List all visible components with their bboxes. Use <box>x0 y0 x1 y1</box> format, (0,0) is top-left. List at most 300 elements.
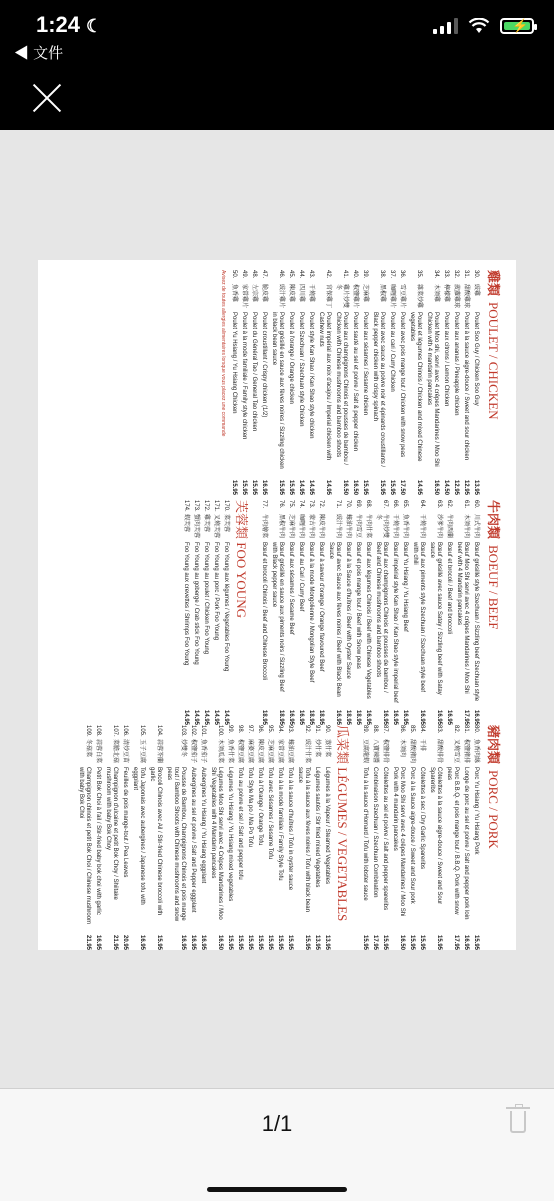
item-number: 85. <box>409 725 415 734</box>
menu-item-row <box>209 725 223 950</box>
menu-item-row <box>240 270 247 495</box>
item-description: Poulet Moo shi, servi avec 4 crêpes Mandarines / Moo Shi Chicken with 4 mandarin pancakes <box>426 312 439 467</box>
item-chinese-name: 蒙古牛肉 <box>308 514 314 539</box>
item-number: 170. <box>223 500 229 512</box>
item-number: 36. <box>399 270 405 279</box>
item-number: 173. <box>193 500 199 512</box>
status-time: 1:24 ☾ <box>36 12 103 37</box>
item-description: Pousse de Bambou, Champignons Chinois et pois mange tout / Bamboo Shoots with Chinese mushrooms and snow peas <box>166 767 186 922</box>
item-description: Bœuf à saveur d'orange / Orange flavoured Beef <box>318 542 324 672</box>
item-chinese-name: 家常雞片 <box>241 284 247 309</box>
menu-item-row <box>260 270 267 495</box>
item-price: 12.95 <box>463 479 469 495</box>
item-price: 16.95 <box>473 709 479 725</box>
item-price: 15.95 <box>267 934 273 950</box>
item-number: 77. <box>261 500 267 509</box>
item-number: 75. <box>288 500 294 509</box>
menu-item-row <box>364 500 371 725</box>
item-description: Côtelettes à sec / Dry Garlic Spareribs <box>419 767 425 870</box>
item-chinese-name: 芝麻牛肉 <box>288 514 294 539</box>
item-chinese-name: 牛肉西蘭 <box>446 514 452 539</box>
item-price: 15.95 <box>257 934 263 950</box>
menu-item-row <box>276 725 283 950</box>
menu-item-row <box>202 500 209 725</box>
menu-column-beef <box>179 500 506 725</box>
menu-item-row <box>260 500 267 725</box>
item-price: 14.95 <box>183 709 189 725</box>
item-number: 86. <box>399 725 405 734</box>
item-price: 17.95 <box>463 709 469 725</box>
item-number: 69. <box>355 500 361 509</box>
item-chinese-name: 檸檬雞 <box>443 284 449 303</box>
item-chinese-name: 豉汁牛肉 <box>335 514 341 539</box>
item-description: Poulet et légumes Chinois / Chicken and mixed Chinese vegetables <box>409 312 422 462</box>
item-price: 14.95 <box>193 709 199 725</box>
item-chinese-name: 蟹肉芙蓉 <box>193 514 199 539</box>
menu-item-row <box>472 270 479 495</box>
item-price: 21.95 <box>112 934 118 950</box>
item-price: 16.95 <box>261 479 267 495</box>
item-number: 60. <box>473 500 479 509</box>
menu-item-row <box>462 270 469 495</box>
page-indicator: 1/1 <box>261 1111 293 1136</box>
item-number: 32. <box>453 270 459 279</box>
item-number: 88. <box>372 725 378 734</box>
item-chinese-name: 椒鹽豬排 <box>463 739 469 764</box>
menu-item-row <box>287 500 294 725</box>
menu-item-row <box>131 725 145 950</box>
item-chinese-name: 芝麻豆腐 <box>267 739 273 764</box>
item-price: 16.50 <box>433 479 439 495</box>
item-price: 13.95 <box>314 934 320 950</box>
item-price: 15.95 <box>409 934 415 950</box>
item-price: 12.95 <box>453 479 459 495</box>
menu-column-chicken <box>220 270 506 495</box>
item-price: 20.95 <box>122 934 128 950</box>
menu-item-row <box>297 500 304 725</box>
item-number: 61. <box>463 500 469 509</box>
item-description: Poulet à la sauce aigre-douce / Sweet and sour chicken <box>463 312 469 461</box>
item-price: 16.95 <box>446 709 452 725</box>
item-chinese-name: 豆腐龍蝦 <box>362 739 368 764</box>
item-number: 43. <box>308 270 314 279</box>
item-price: 13.95 <box>324 934 330 950</box>
menu-item-row <box>226 725 233 950</box>
item-chinese-name: 芝麻雞 <box>362 284 368 303</box>
item-price: 14.95 <box>416 479 422 495</box>
item-price: 14.95 <box>223 709 229 725</box>
menu-item-row <box>317 270 331 495</box>
item-description: Poulet Yu Hsiang / Yu Hsiang Chicken <box>231 312 237 414</box>
item-description: Légumes Moo Shi servi avec 4 Crêpes Mandarines / Moo Shi Vegetables with 4 Mandarin pancakes <box>210 767 223 920</box>
item-number: 98. <box>237 725 243 734</box>
menu-item-row <box>455 500 469 725</box>
item-price: 17.95 <box>453 934 459 950</box>
menu-item-row <box>411 500 425 725</box>
item-description: Poulet à la mode familiale / Family style chicken <box>241 312 247 440</box>
item-number: 84. <box>419 725 425 734</box>
item-chinese-name: 黑椒雞 <box>379 284 385 303</box>
item-description: Bœuf impérial style Kan Shao / Kan Shao style imperial beef <box>392 542 398 703</box>
item-description: Foo Young au poulet / Chicken Foo Young <box>203 542 209 655</box>
item-number: 73. <box>308 500 314 509</box>
item-chinese-name: 咖喱牛肉 <box>298 514 304 539</box>
item-number: 49. <box>241 270 247 279</box>
menu-item-row <box>442 270 449 495</box>
item-chinese-name: 蠔油牛肉 <box>345 514 351 539</box>
item-description: Tofu à la sauce d'Homard / Tofu with lobster sauce <box>362 767 368 901</box>
menu-item-row <box>182 500 189 725</box>
item-number: 30. <box>473 270 479 279</box>
item-description: Bœuf au Cari / Curry Beef <box>298 542 304 612</box>
item-price: 15.95 <box>473 934 479 950</box>
menu-item-row <box>425 270 439 495</box>
item-number: 103. <box>180 725 186 737</box>
item-description: Poulet aux citrons / Lemon Chicken <box>443 312 449 407</box>
menu-item-row <box>192 500 199 725</box>
item-price: 14.95 <box>213 709 219 725</box>
item-price: 15.95 <box>231 479 237 495</box>
menu-item-row <box>334 270 348 495</box>
section-heading-title: PORC / PORK <box>486 770 501 849</box>
item-chinese-name: 麻婆豆腐 <box>247 739 253 764</box>
item-chinese-name: 雞片炒雙冬 <box>335 284 348 309</box>
item-description: Porc Yu Hsiang / Yu Hsiang Pork <box>473 767 479 855</box>
item-description: Tofu Style Ma po / Ma Po Tofu <box>247 767 253 847</box>
item-price: 16.95 <box>382 709 388 725</box>
item-number: 70. <box>345 500 351 509</box>
item-number: 71. <box>335 500 341 509</box>
item-number: 82. <box>453 725 459 734</box>
item-chinese-name: 清炒豆苗 <box>122 739 128 764</box>
item-number: 105. <box>139 725 145 737</box>
close-icon[interactable] <box>28 80 64 116</box>
menu-item-row <box>270 270 284 495</box>
subsection-heading-title: LÉGUMES / VEGETABLES <box>335 767 350 922</box>
item-description: Bœuf et pois mange tout / Beef with Snow peas <box>355 542 361 669</box>
item-chinese-name: 冬菇菜 <box>85 739 91 758</box>
item-description: Foo Young au porc / Pork Foo Young <box>213 542 219 641</box>
item-description: Porc Moo Shi servi avec 4 crêpes Mandarines / Moo Shi Pork with 4 mandarin pancakes <box>392 767 405 917</box>
item-description: Bœuf Moo Shi servi avec 4 crêpes Mandarines / Moo Shi beef with 4 Mandarin pancakes <box>456 542 469 694</box>
menu-item-row <box>344 500 351 725</box>
menu-item-row <box>361 270 368 495</box>
item-description: Bœuf aux sésames / Sesame Beef <box>288 542 294 635</box>
item-chinese-name: 炒什菜 <box>314 739 320 758</box>
item-price: 14.50 <box>443 479 449 495</box>
item-description: Bœuf grésillé style Szechuan / Sizzling beef Szechuan style <box>473 542 479 702</box>
item-number: 100. <box>217 725 223 737</box>
top-bar <box>0 0 554 130</box>
item-price: 15.95 <box>287 934 293 950</box>
item-number: 44. <box>298 270 304 279</box>
item-number: 66. <box>392 500 398 509</box>
item-chinese-name: 左宗雞 <box>251 284 257 303</box>
item-price: 16.95 <box>463 934 469 950</box>
item-chinese-name: 蠔油豆腐 <box>287 739 293 764</box>
item-number: 37. <box>389 270 395 279</box>
menu-item-row <box>391 725 405 950</box>
menu-item-row <box>222 500 229 725</box>
item-chinese-name: 魚香肉絲 <box>473 739 479 764</box>
item-description: Porc B.B.Q. et pois mange tout / B.B.Q. Pork with snow peas <box>446 767 459 915</box>
item-chinese-name: 脆皮雞 <box>261 284 267 303</box>
menu-item-row <box>374 500 388 725</box>
item-description: Poulet impérial aux noix d'acajou / Imperial chicken with Cashew nuts <box>318 312 331 461</box>
menu-item-row <box>148 725 162 950</box>
menu-item-row <box>212 500 219 725</box>
item-description: Foo Young au goberge / Crab stick Foo Young <box>193 542 199 665</box>
menu-item-row <box>77 725 91 950</box>
item-description: Poulet au cari / Curry Chicken <box>389 312 395 392</box>
menu-item-row <box>189 725 196 950</box>
item-description: Bœuf Yu Hsiang / Yu Hsiang Beef <box>402 542 408 632</box>
item-description: Côtelettes au sel et poivre / Salt and pepper spareribs <box>382 767 388 911</box>
item-description: Poulet avec pois mange tout / Chicken with snow peas <box>399 312 405 458</box>
item-chinese-name: 木須牛肉 <box>463 514 469 539</box>
item-number: 47. <box>261 270 267 279</box>
menu-item-row <box>287 270 294 495</box>
item-price: 16.95 <box>200 934 206 950</box>
item-chinese-name: 宮保雞丁 <box>325 284 331 309</box>
item-number: 67. <box>382 500 388 509</box>
item-price: 16.50 <box>217 934 223 950</box>
item-chinese-name: 陳皮雞 <box>288 284 294 303</box>
menu-item-row <box>296 725 310 950</box>
item-chinese-name: 炒雙冬 <box>180 739 186 758</box>
item-chinese-name: 牛肉燴菜 <box>261 514 267 539</box>
section-heading-chinese: 牛肉類 <box>486 500 501 540</box>
item-description: Bœuf aux champignons Chinois et pousses de bambou / Beef and Chinese mushrooms and bamboo shoots <box>375 542 388 693</box>
item-number: 34. <box>433 270 439 279</box>
item-number: 101. <box>200 725 206 737</box>
item-price: 18.95 <box>318 709 324 725</box>
menu-item-row <box>236 725 243 950</box>
item-number: 106. <box>122 725 128 737</box>
item-number: 83. <box>436 725 442 734</box>
item-number: 42. <box>325 270 331 279</box>
item-chinese-name: 椒鹽茄子 <box>190 739 196 764</box>
item-number: 76. <box>278 500 284 509</box>
item-number: 45. <box>288 270 294 279</box>
menu-item-row <box>472 500 479 725</box>
item-number: 108. <box>95 725 101 737</box>
item-price: 15.95 <box>156 934 162 950</box>
menu-item-row <box>408 270 422 495</box>
item-chinese-name: 叉燒雪豆 <box>453 739 459 764</box>
item-price: 15.95 <box>362 479 368 495</box>
item-number: 74. <box>298 500 304 509</box>
subsection-heading-chinese: 芙蓉類 <box>234 500 249 543</box>
item-description: Poulet à l'orange / Orange chicken <box>288 312 294 404</box>
item-description: Bœuf aux piments style Szechuan / Szechuan style beef with chili <box>412 542 425 693</box>
menu-item-row <box>398 270 405 495</box>
item-price: 15.95 <box>251 479 257 495</box>
menu-item-row <box>445 500 452 725</box>
item-chinese-name: 牛肉雪豆 <box>355 514 361 539</box>
item-price: 18.95 <box>261 709 267 725</box>
item-chinese-name: 菠蘿雞球 <box>453 284 459 309</box>
item-description: Légumes Yu Hsiang / Yu Hsiang mixed vegetables <box>227 767 233 902</box>
item-chinese-name: 川式牛肉 <box>473 514 479 539</box>
section-heading-chinese: 豬肉類 <box>486 725 501 765</box>
menu-page-content <box>38 260 516 950</box>
subsection-heading <box>334 725 353 950</box>
item-description: Côtelettes à la sauce aigre-douce / Sweet and Sour Spareribs <box>429 767 442 905</box>
item-price: 16.95 <box>288 709 294 725</box>
home-indicator[interactable] <box>207 1187 347 1192</box>
item-description: Poulet aux champignons Chinois et pousses de bambou / Chicken with Chinese mushrooms and bamboo shoots <box>335 312 348 466</box>
menu-item-row <box>327 500 341 725</box>
item-number: 174. <box>183 500 189 512</box>
item-chinese-name: 菜膽北菇 <box>112 739 118 764</box>
item-description: Foo Young aux crevettes / Shrimps Foo Young <box>183 542 189 666</box>
item-price: 16.50 <box>399 934 405 950</box>
item-chinese-name: 牛肉炒雙冬 <box>375 514 388 539</box>
item-price: 15.95 <box>227 934 233 950</box>
item-price: 15.95 <box>278 479 284 495</box>
trash-icon[interactable] <box>508 1107 528 1135</box>
item-description: Bœuf et brocoli / Beef and broccoli <box>446 542 452 635</box>
item-chinese-name: 甜酸排骨 <box>436 739 442 764</box>
item-chinese-name: 菜芙蓉 <box>223 514 229 533</box>
item-number: 94. <box>277 725 283 734</box>
item-price: 17.95 <box>372 934 378 950</box>
menu-item-row <box>230 270 237 495</box>
item-number: 90. <box>324 725 330 734</box>
item-chinese-name: 八寶辣醬 <box>372 739 378 764</box>
item-number: 95. <box>267 725 273 734</box>
item-number: 171. <box>213 500 219 512</box>
item-price: 15.95 <box>389 479 395 495</box>
item-chinese-name: 陳皮豆腐 <box>257 739 263 764</box>
item-description: Poulet style Kan Shao / Kan Shao style chicken <box>308 312 314 439</box>
subsection-heading-chinese: 瓜菜類 <box>335 725 350 768</box>
menu-item-row <box>246 725 253 950</box>
item-number: 41. <box>342 270 348 279</box>
item-chinese-name: 豉雞 <box>473 284 479 297</box>
menu-item-row <box>445 725 459 950</box>
menu-column-pork <box>74 725 506 950</box>
battery-icon: ⚡ <box>500 18 534 34</box>
item-chinese-name: 干燒雞 <box>308 284 314 303</box>
item-number: 80. <box>473 725 479 734</box>
item-number: 48. <box>251 270 257 279</box>
menu-item-row <box>401 500 408 725</box>
section-heading-title: BOEUF / BEEF <box>486 545 501 630</box>
item-number: 63. <box>436 500 442 509</box>
item-description: Bœuf et brocoli Chinois / Beef and Chinese Broccoli <box>261 542 267 681</box>
item-number: 93. <box>287 725 293 734</box>
item-description: Bœuf à la Sauce d'huîtres / Beef with Oyster Sauce <box>345 542 351 679</box>
menu-item-row <box>472 725 479 950</box>
moon-icon: ☾ <box>86 16 103 36</box>
menu-item-row <box>371 270 385 495</box>
back-to-app-link[interactable]: ◀ 文件 <box>14 45 64 62</box>
menu-item-row <box>354 500 361 725</box>
item-number: 33. <box>443 270 449 279</box>
item-price: 16.95 <box>335 709 341 725</box>
item-price: 15.95 <box>277 934 283 950</box>
item-price: 16.50 <box>342 479 348 495</box>
item-price: 15.95 <box>241 479 247 495</box>
menu-item-row <box>361 725 368 950</box>
item-chinese-name: 豉汁什菜 <box>304 739 310 764</box>
item-number: 89. <box>362 725 368 734</box>
menu-item-row <box>307 270 314 495</box>
item-price: 15.95 <box>382 934 388 950</box>
item-chinese-name: 雪豆雞片 <box>399 284 405 309</box>
menu-item-row <box>270 500 284 725</box>
item-description: Longe de porc au sel et poivre / Salt and pepper pork loin <box>463 767 469 920</box>
menu-item-row <box>418 725 425 950</box>
item-description: Combinaison Szechuan / Szechuan Combination <box>372 767 378 898</box>
item-price: 15.95 <box>237 934 243 950</box>
menu-item-row <box>266 725 273 950</box>
item-description: Poulet sauté au sel et poivre / Salt & pepper chicken <box>352 312 358 452</box>
item-number: 50. <box>231 270 237 279</box>
item-chinese-name: 蒸什菜 <box>324 739 330 758</box>
item-price: 15.95 <box>247 934 253 950</box>
item-description: Feuilles de pois mange-tout / Pea Leaves <box>122 767 128 878</box>
item-number: 99. <box>227 725 233 734</box>
item-number: 39. <box>362 270 368 279</box>
item-description: Porc à la Sauce aigre-douce / Sweet and Sour pork <box>409 767 415 904</box>
item-price: 15.95 <box>304 934 310 950</box>
section-heading <box>485 500 504 725</box>
item-price: 16.95 <box>419 709 425 725</box>
item-number: 91. <box>314 725 320 734</box>
item-chinese-name: 豉汁雞片 <box>278 284 284 309</box>
item-description: Légumes à la Vapeur / Steamed Vegetables <box>324 767 330 884</box>
item-price: 16.95 <box>180 934 186 950</box>
item-description: Tofu à la sauce aux fèves noires / Tofu with black bean sauce <box>297 767 310 912</box>
item-price: 13.95 <box>473 479 479 495</box>
section-heading <box>485 725 504 950</box>
menu-item-row <box>286 725 293 950</box>
allergy-footnote: Avisez de toutes allergies alimentaires lorsque vous placez une commande <box>220 270 226 437</box>
section-heading <box>485 270 504 495</box>
item-chinese-name: 咖喱雞片 <box>389 284 395 309</box>
item-description: Poulet aux ananas / Pineapple chicken <box>453 312 459 416</box>
bottom-toolbar <box>0 1088 554 1201</box>
menu-item-row <box>381 725 388 950</box>
menu-item-row <box>104 725 118 950</box>
item-description: Bœuf à la mode Mongolienne / Mongolian Style Beef <box>308 542 314 683</box>
item-chinese-name: 黑椒牛肉 <box>278 514 284 539</box>
menu-item-row <box>313 725 320 950</box>
item-chinese-name: 玉子豆腐 <box>139 739 145 764</box>
signal-icon <box>433 18 458 34</box>
menu-item-row <box>250 270 257 495</box>
item-number: 62. <box>446 500 452 509</box>
item-number: 72. <box>318 500 324 509</box>
item-number: 35. <box>416 270 422 279</box>
item-price: 15.95 <box>419 934 425 950</box>
item-chinese-name: 蝦芙蓉 <box>183 514 189 533</box>
item-number: 109. <box>85 725 91 737</box>
item-chinese-name: 干燒牛肉 <box>392 514 398 539</box>
item-description: Foo Young aux légumes / Vegetables Foo Young <box>223 542 229 672</box>
item-price: 15.95 <box>379 479 385 495</box>
subsection-heading-title: FOO YOUNG <box>234 542 249 618</box>
item-number: 38. <box>379 270 385 279</box>
item-number: 102. <box>190 725 196 737</box>
item-description: Légumes sautés / Stir fried mixed Vegetables <box>314 767 320 888</box>
menu-item-row <box>307 500 314 725</box>
item-chinese-name: 干燒牛肉 <box>419 514 425 539</box>
menu-item-row <box>121 725 128 950</box>
